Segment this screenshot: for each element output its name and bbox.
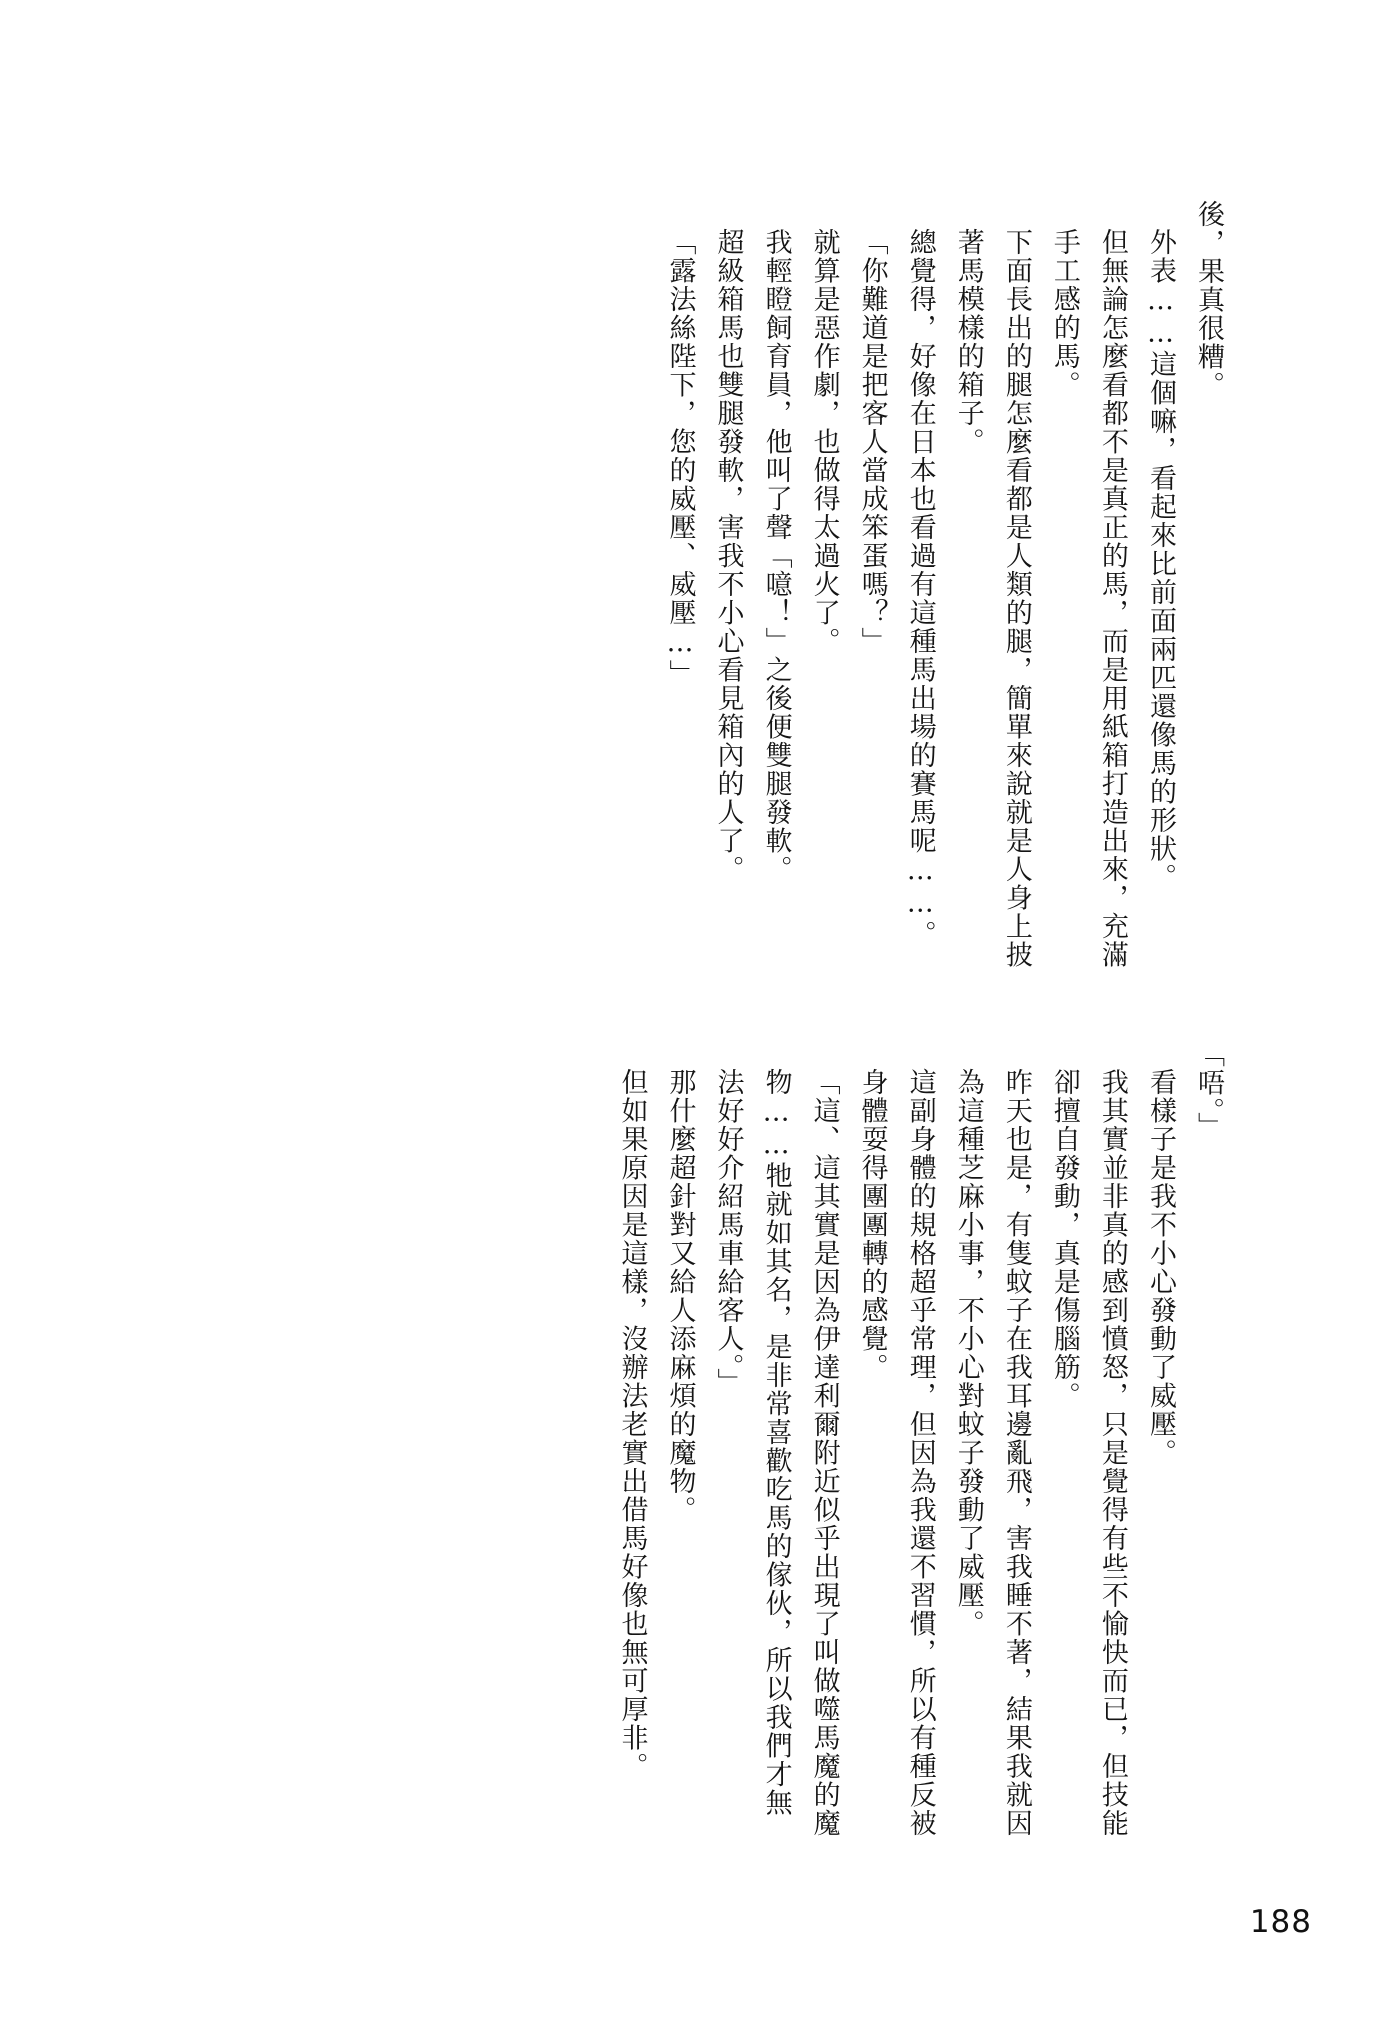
body-text-top-block [172, 200, 1232, 990]
page-number: 188 [1249, 1904, 1312, 1940]
paragraph: 「這、這其實是因為伊達利爾附近似乎出現了叫做噬馬魔的魔物……牠就如其名，是非常喜歡吃馬的傢伙，所以我們才無法好好介紹馬車給客人。」 [712, 1068, 840, 1838]
paragraph: 外表……這個嘛，看起來比前面兩匹還像馬的形狀。 [1144, 228, 1176, 892]
paragraph: 「露法絲陛下，您的威壓、威壓…」 [664, 228, 696, 688]
paragraph: 但無論怎麼看都不是真正的馬，而是用紙箱打造出來，充滿手工感的馬。 [1048, 228, 1128, 969]
paragraph: 我其實並非真的感到憤怒，只是覺得有些不愉快而已，但技能卻擅自發動，真是傷腦筋。 [1048, 1068, 1128, 1838]
paragraph: 看樣子是我不小心發動了威壓。 [1144, 1068, 1176, 1467]
paragraph: 就算是惡作劇，也做得太過火了。 [808, 228, 840, 656]
body-text-bottom-block [172, 1040, 1232, 1840]
paragraph: 後，果真很糟。 [1193, 200, 1224, 400]
paragraph: 超級箱馬也雙腿發軟，害我不小心看見箱內的人了。 [712, 228, 744, 884]
paragraph: 下面長出的腿怎麼看都是人類的腿，簡單來說就是人身上披著馬模樣的箱子。 [952, 228, 1032, 969]
paragraph: 總覺得，好像在日本也看過有這種馬出場的賽馬呢……。 [904, 228, 936, 949]
paragraph: 那什麼超針對又給人添麻煩的魔物。 [664, 1068, 696, 1524]
paragraph: 「唔。」 [1193, 1040, 1224, 1141]
paragraph: 「你難道是把客人當成笨蛋嗎？」 [856, 228, 888, 656]
paragraph: 我輕瞪飼育員，他叫了聲「噫！」之後便雙腿發軟。 [760, 228, 792, 884]
paragraph: 這副身體的規格超乎常理，但因為我還不習慣，所以有種反被身體耍得團團轉的感覺。 [856, 1068, 936, 1838]
paragraph: 昨天也是，有隻蚊子在我耳邊亂飛，害我睡不著，結果我就因為這種芝麻小事，不小心對蚊子發動了威壓。 [952, 1068, 1032, 1838]
paragraph: 但如果原因是這樣，沒辦法老實出借馬好像也無可厚非。 [616, 1068, 648, 1781]
